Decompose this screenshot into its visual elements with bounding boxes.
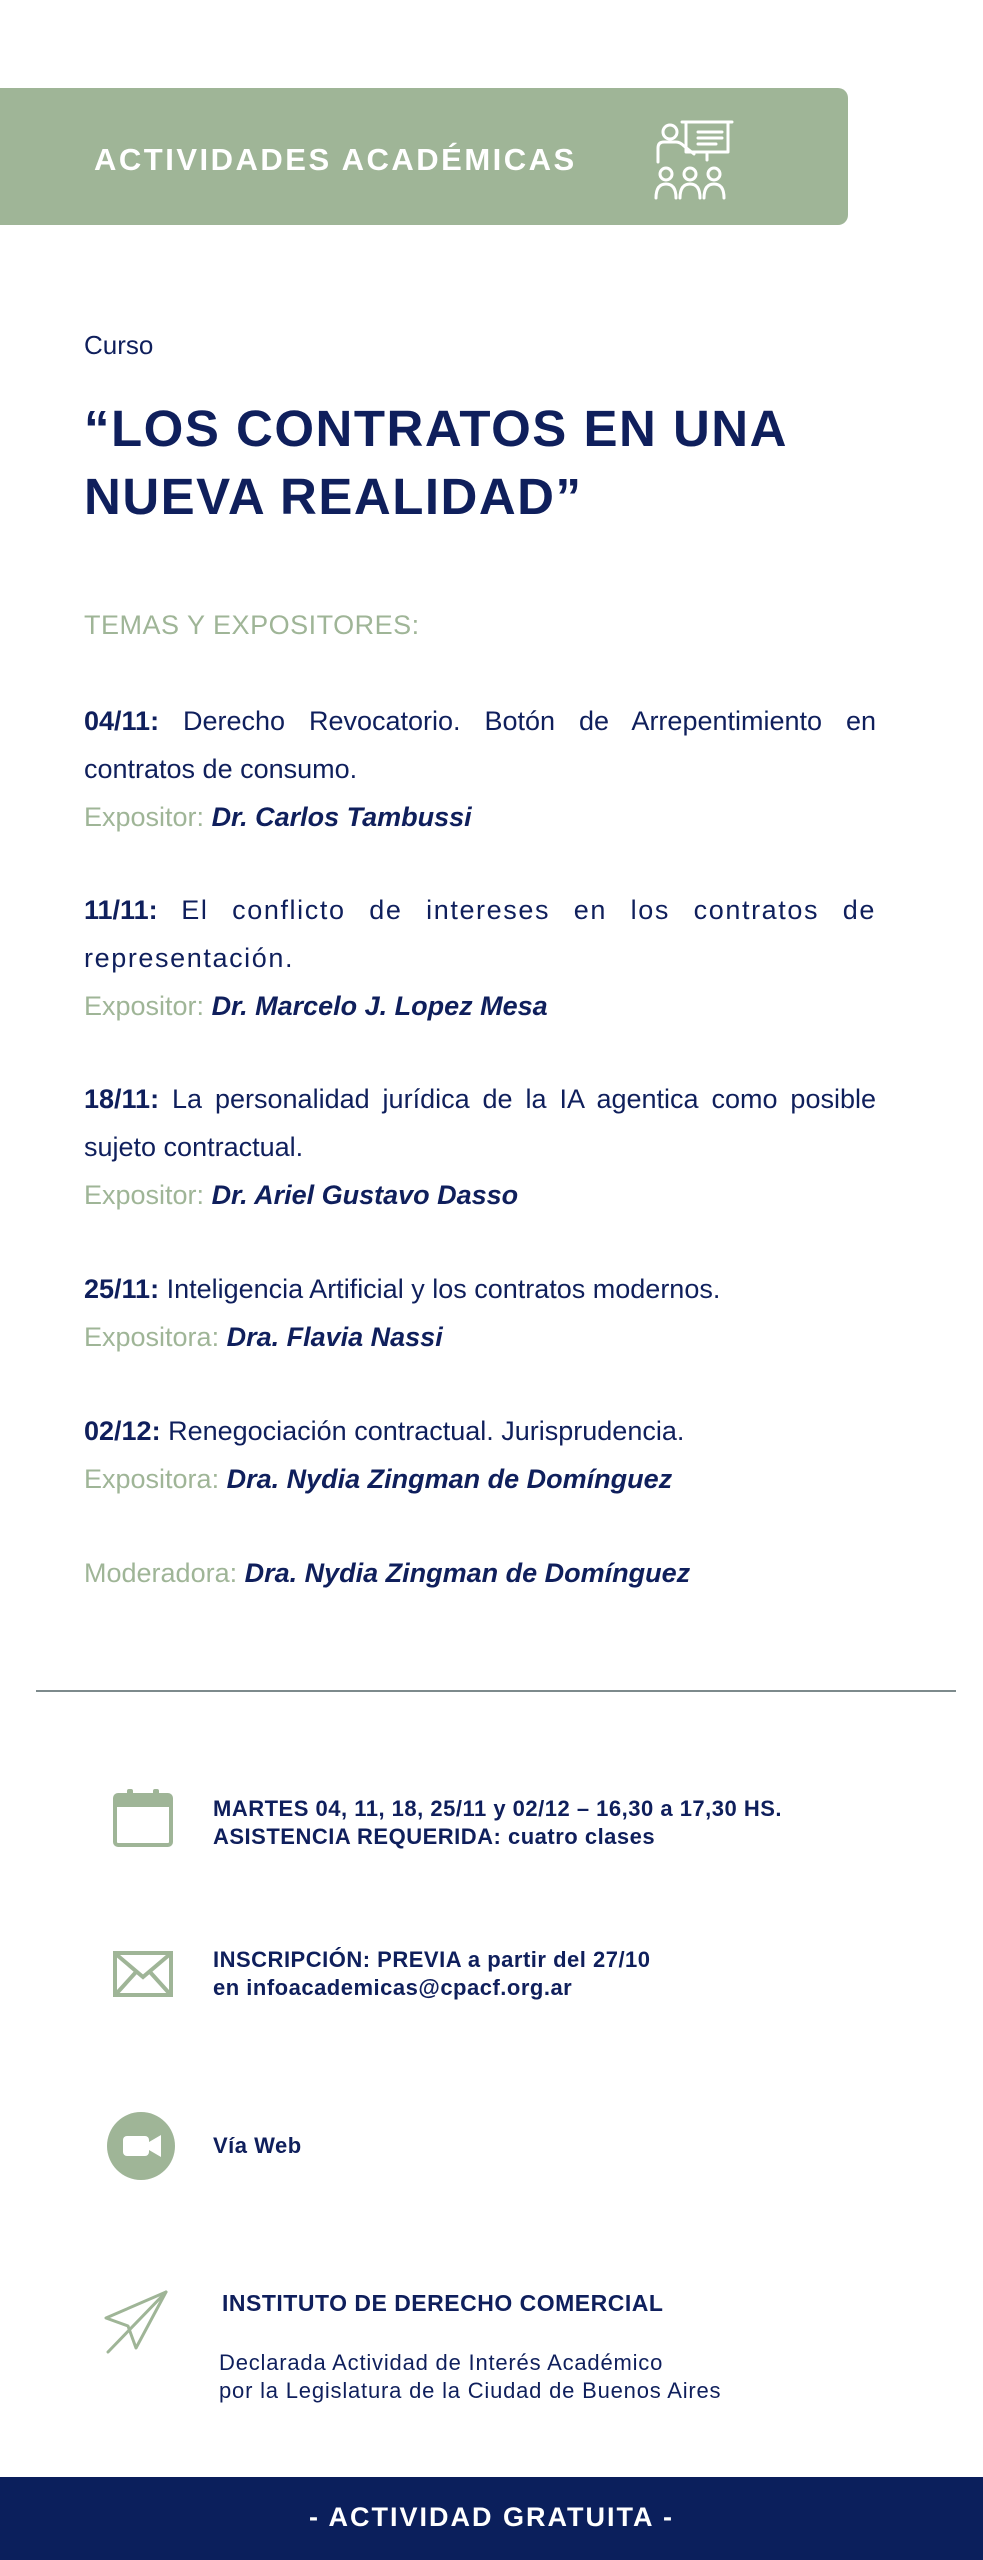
course-kicker: Curso [84,330,154,360]
topic-date: 02/12: [84,1416,161,1446]
speaker-name: Dra. Flavia Nassi [226,1322,443,1352]
registration-line-2: en infoacademicas@cpacf.org.ar [213,1975,573,2000]
moderator-role: Moderadora: [84,1558,245,1588]
section-label: TEMAS Y EXPOSITORES: [84,610,420,640]
topic-date: 25/11: [84,1274,160,1304]
course-title-line-2: NUEVA REALIDAD” [84,468,583,525]
schedule-line-1: MARTES 04, 11, 18, 25/11 y 02/12 – 16,30 a 17,30 HS. [213,1796,783,1821]
course-title-line-1: “LOS CONTRATOS EN UNA [84,400,788,457]
schedule-info [213,1795,782,1851]
speaker-name: Dra. Nydia Zingman de Domínguez [226,1464,673,1494]
topic-item [84,1265,876,1361]
calendar-icon [113,1787,173,1847]
envelope-icon [113,1951,173,1997]
footer-band [0,2477,983,2560]
topic-date: 18/11: [84,1084,160,1114]
divider [36,1690,956,1692]
topic-date: 11/11: [84,895,158,925]
speaker-line [84,982,876,1030]
institute-name: INSTITUTO DE DERECHO COMERCIAL [222,2290,664,2316]
topic-item [84,1407,876,1503]
moderator-line [84,1549,876,1597]
speaker-name: Dr. Ariel Gustavo Dasso [211,1180,519,1210]
speaker-name: Dr. Marcelo J. Lopez Mesa [211,991,548,1021]
banner-title: ACTIVIDADES ACADÉMICAS [94,142,577,177]
topic-item [84,886,876,1030]
speaker-role: Expositora: [84,1322,227,1352]
topic-text: Inteligencia Artificial y los contratos modernos. [159,1274,721,1304]
speaker-role: Expositor: [84,802,212,832]
speaker-role: Expositor: [84,991,212,1021]
declaration-text [219,2349,721,2405]
footer-text: - ACTIVIDAD GRATUITA - [309,2502,674,2532]
topic-text: El conflicto de intereses en los contratos de representación. [84,895,876,973]
speaker-line [84,1171,876,1219]
header-banner [0,88,848,225]
speaker-name: Dr. Carlos Tambussi [211,802,472,832]
topic-text: Derecho Revocatorio. Botón de Arrepentimiento en contratos de consumo. [84,706,876,784]
speaker-role: Expositor: [84,1180,212,1210]
declaration-line-1: Declarada Actividad de Interés Académico [219,2350,664,2375]
registration-line-1: INSCRIPCIÓN: PREVIA a partir del 27/10 [213,1947,651,1972]
speaker-role: Expositora: [84,1464,227,1494]
video-camera-icon [107,2112,175,2180]
registration-info [213,1946,651,2002]
schedule-line-2: ASISTENCIA REQUERIDA: cuatro clases [213,1824,656,1849]
speaker-line [84,1455,876,1503]
presentation-audience-icon [652,118,736,202]
topic-text: La personalidad jurídica de la IA agentica como posible sujeto contractual. [84,1084,876,1162]
topic-date: 04/11: [84,706,160,736]
speaker-line [84,793,876,841]
speaker-line [84,1313,876,1361]
modality-info: Vía Web [213,2133,302,2158]
speaker-line [84,1549,876,1597]
topic-item [84,1075,876,1219]
topic-item [84,697,876,841]
topic-text: Renegociación contractual. Jurisprudencia. [160,1416,685,1446]
declaration-line-2: por la Legislatura de la Ciudad de Buenos Aires [219,2378,722,2403]
moderator-name: Dra. Nydia Zingman de Domínguez [244,1558,691,1588]
paper-plane-icon [104,2290,168,2354]
course-title [84,395,884,531]
